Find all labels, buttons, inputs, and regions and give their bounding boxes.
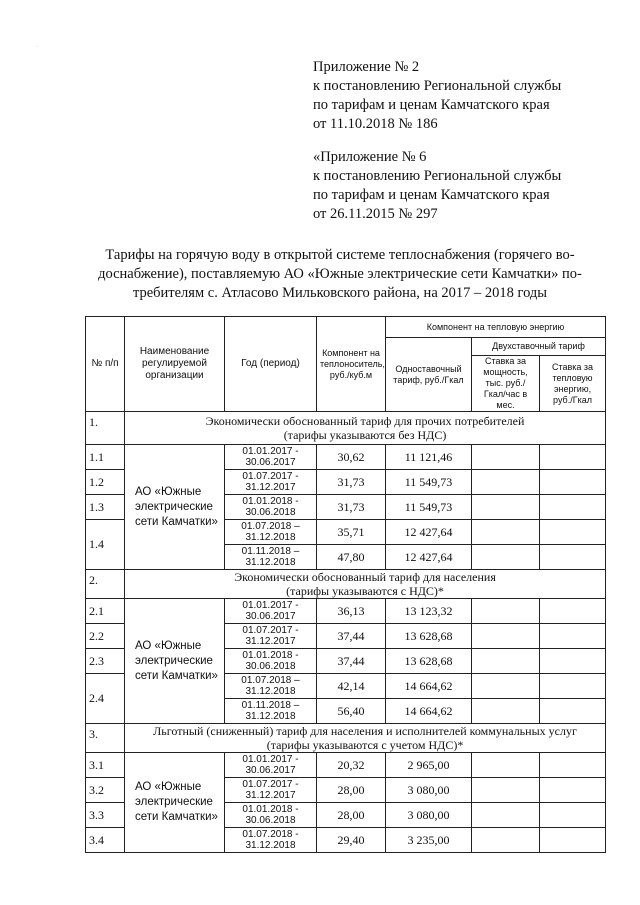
period-to: 30.06.2017 bbox=[245, 611, 296, 622]
section-title-line1: Экономически обоснованный тариф для прочих потребителей bbox=[205, 414, 525, 428]
period-from: 01.01.2018 - bbox=[242, 496, 299, 507]
water-component-value: 37,44 bbox=[317, 624, 386, 649]
title-line1: Тарифы на горячую воду в открытой системе теплоснабжения (горячего во- bbox=[105, 247, 575, 263]
heat-rate-value bbox=[540, 624, 606, 649]
section-title-line1: Льготный (сниженный) тариф для населения и исполнителей коммунальных услуг bbox=[153, 724, 577, 738]
water-component-value: 28,00 bbox=[317, 803, 386, 828]
period-from: 01.11.2018 – bbox=[241, 546, 300, 557]
period-to: 31.12.2017 bbox=[245, 482, 296, 493]
capacity-rate-value bbox=[472, 545, 540, 570]
capacity-rate-value bbox=[472, 445, 540, 470]
period-cell bbox=[225, 828, 317, 853]
tariff-table bbox=[85, 316, 606, 853]
appendix-2-line3: по тарифам и ценам Камчатского края bbox=[313, 97, 550, 113]
header-capacity-rate: Ставка за мощность, тыс. руб./Гкал/час в мес. bbox=[472, 356, 540, 412]
section-number: 1. bbox=[86, 412, 125, 445]
header-num: № п/п bbox=[86, 317, 125, 412]
appendix-6-line4: от 26.11.2015 № 297 bbox=[313, 206, 438, 222]
section-number: 3. bbox=[86, 724, 125, 753]
period-to: 31.12.2018 bbox=[245, 711, 296, 722]
period-to: 30.06.2018 bbox=[245, 815, 296, 826]
period-from: 01.11.2018 – bbox=[241, 700, 300, 711]
period-from: 01.01.2017 - bbox=[242, 446, 299, 457]
period-from: 01.01.2018 - bbox=[242, 804, 299, 815]
appendix-6-line2: к постановлению Региональной службы bbox=[313, 168, 562, 184]
water-component-value: 31,73 bbox=[317, 495, 386, 520]
heat-rate-value bbox=[540, 674, 606, 699]
heat-component-value: 11 549,73 bbox=[386, 495, 472, 520]
header-heat-rate: Ставка за тепловую энергию, руб./Гкал bbox=[540, 356, 606, 412]
period-cell bbox=[225, 699, 317, 724]
section-title-line2: (тарифы указываются без НДС) bbox=[283, 428, 447, 442]
row-number: 3.1 bbox=[86, 753, 125, 778]
section-row bbox=[86, 570, 606, 599]
row-number: 3.4 bbox=[86, 828, 125, 853]
capacity-rate-value bbox=[472, 674, 540, 699]
period-cell bbox=[225, 803, 317, 828]
header-two-part: Двухставочный тариф bbox=[472, 338, 606, 356]
org-name: АО «Южные электрические сети Камчатки» bbox=[125, 599, 225, 724]
heat-component-value: 14 664,62 bbox=[386, 674, 472, 699]
period-to: 31.12.2017 bbox=[245, 636, 296, 647]
heat-rate-value bbox=[540, 753, 606, 778]
period-from: 01.07.2017 - bbox=[242, 625, 299, 636]
period-to: 30.06.2018 bbox=[245, 507, 296, 518]
capacity-rate-value bbox=[472, 699, 540, 724]
table-row bbox=[86, 599, 606, 624]
header-row-1 bbox=[86, 317, 606, 338]
row-number: 1.2 bbox=[86, 470, 125, 495]
water-component-value: 30,62 bbox=[317, 445, 386, 470]
period-cell bbox=[225, 753, 317, 778]
period-to: 31.12.2017 bbox=[245, 790, 296, 801]
period-from: 01.01.2017 - bbox=[242, 754, 299, 765]
heat-rate-value bbox=[540, 828, 606, 853]
period-cell bbox=[225, 649, 317, 674]
section-row bbox=[86, 724, 606, 753]
period-to: 30.06.2018 bbox=[245, 661, 296, 672]
org-name: АО «Южные электрические сети Камчатки» bbox=[125, 753, 225, 853]
row-number: 3.2 bbox=[86, 778, 125, 803]
org-name: АО «Южные электрические сети Камчатки» bbox=[125, 445, 225, 570]
period-to: 30.06.2017 bbox=[245, 765, 296, 776]
period-cell bbox=[225, 545, 317, 570]
heat-component-value: 3 080,00 bbox=[386, 803, 472, 828]
table-row bbox=[86, 753, 606, 778]
appendix-6-line3: по тарифам и ценам Камчатского края bbox=[313, 187, 550, 203]
heat-component-value: 13 628,68 bbox=[386, 624, 472, 649]
capacity-rate-value bbox=[472, 803, 540, 828]
heat-rate-value bbox=[540, 599, 606, 624]
appendix-2-line2: к постановлению Региональной службы bbox=[313, 78, 562, 94]
period-cell bbox=[225, 445, 317, 470]
period-to: 30.06.2017 bbox=[245, 457, 296, 468]
water-component-value: 28,00 bbox=[317, 778, 386, 803]
heat-component-value: 3 080,00 bbox=[386, 778, 472, 803]
capacity-rate-value bbox=[472, 599, 540, 624]
title-line3: требителям с. Атласово Мильковского района, на 2017 – 2018 годы bbox=[132, 285, 548, 301]
heat-component-value: 12 427,64 bbox=[386, 545, 472, 570]
section-number: 2. bbox=[86, 570, 125, 599]
water-component-value: 56,40 bbox=[317, 699, 386, 724]
header-org: Наименование регулируемой организации bbox=[125, 317, 225, 412]
capacity-rate-value bbox=[472, 470, 540, 495]
period-to: 31.12.2018 bbox=[245, 532, 296, 543]
section-title-line2: (тарифы указываются с НДС)* bbox=[286, 584, 444, 598]
heat-component-value: 13 628,68 bbox=[386, 649, 472, 674]
row-number: 1.4 bbox=[86, 520, 125, 570]
capacity-rate-value bbox=[472, 495, 540, 520]
capacity-rate-value bbox=[472, 624, 540, 649]
row-number: 2.1 bbox=[86, 599, 125, 624]
period-cell bbox=[225, 470, 317, 495]
water-component-value: 35,71 bbox=[317, 520, 386, 545]
header-period: Год (период) bbox=[225, 317, 317, 412]
heat-component-value: 2 965,00 bbox=[386, 753, 472, 778]
water-component-value: 31,73 bbox=[317, 470, 386, 495]
title-line2: доснабжение), поставляемую АО «Южные электрические сети Камчатки» по- bbox=[98, 266, 582, 282]
document-title bbox=[90, 246, 590, 303]
appendix-2-line4: от 11.10.2018 № 186 bbox=[313, 116, 438, 132]
row-number: 2.4 bbox=[86, 674, 125, 724]
capacity-rate-value bbox=[472, 828, 540, 853]
heat-rate-value bbox=[540, 699, 606, 724]
period-to: 31.12.2018 bbox=[245, 686, 296, 697]
period-from: 01.07.2017 - bbox=[242, 779, 299, 790]
period-cell bbox=[225, 624, 317, 649]
row-number: 3.3 bbox=[86, 803, 125, 828]
capacity-rate-value bbox=[472, 649, 540, 674]
appendix-2-header bbox=[313, 58, 561, 134]
appendix-2-line1: Приложение № 2 bbox=[313, 59, 420, 75]
period-from: 01.07.2018 – bbox=[241, 521, 300, 532]
section-title bbox=[125, 724, 606, 753]
table-row bbox=[86, 445, 606, 470]
heat-component-value: 13 123,32 bbox=[386, 599, 472, 624]
heat-component-value: 11 549,73 bbox=[386, 470, 472, 495]
period-cell bbox=[225, 599, 317, 624]
row-number: 2.2 bbox=[86, 624, 125, 649]
water-component-value: 29,40 bbox=[317, 828, 386, 853]
period-cell bbox=[225, 520, 317, 545]
period-from: 01.01.2017 - bbox=[242, 600, 299, 611]
heat-component-value: 3 235,00 bbox=[386, 828, 472, 853]
section-title bbox=[125, 570, 606, 599]
heat-rate-value bbox=[540, 649, 606, 674]
period-to: 31.12.2018 bbox=[245, 557, 296, 568]
section-title-line1: Экономически обоснованный тариф для населения bbox=[234, 570, 496, 584]
water-component-value: 36,13 bbox=[317, 599, 386, 624]
heat-rate-value bbox=[540, 803, 606, 828]
section-row bbox=[86, 412, 606, 445]
header-heat-component: Компонент на тепловую энергию bbox=[386, 317, 606, 338]
period-from: 01.07.2018 – bbox=[241, 675, 300, 686]
period-to: 31.12.2018 bbox=[245, 840, 296, 851]
period-cell bbox=[225, 674, 317, 699]
period-from: 01.07.2018 - bbox=[242, 829, 299, 840]
heat-rate-value bbox=[540, 495, 606, 520]
header-one-part: Одноставочный тариф, руб./Гкал bbox=[386, 338, 472, 412]
section-title bbox=[125, 412, 606, 445]
heat-component-value: 14 664,62 bbox=[386, 699, 472, 724]
heat-rate-value bbox=[540, 545, 606, 570]
heat-rate-value bbox=[540, 520, 606, 545]
period-cell bbox=[225, 495, 317, 520]
heat-component-value: 11 121,46 bbox=[386, 445, 472, 470]
row-number: 1.1 bbox=[86, 445, 125, 470]
capacity-rate-value bbox=[472, 778, 540, 803]
heat-component-value: 12 427,64 bbox=[386, 520, 472, 545]
water-component-value: 37,44 bbox=[317, 649, 386, 674]
period-from: 01.07.2017 - bbox=[242, 471, 299, 482]
capacity-rate-value bbox=[472, 753, 540, 778]
scan-speck: · bbox=[36, 44, 38, 50]
period-from: 01.01.2018 - bbox=[242, 650, 299, 661]
row-number: 2.3 bbox=[86, 649, 125, 674]
appendix-6-header bbox=[313, 148, 561, 224]
heat-rate-value bbox=[540, 470, 606, 495]
section-title-line2: (тарифы указываются с учетом НДС)* bbox=[266, 738, 464, 752]
water-component-value: 42,14 bbox=[317, 674, 386, 699]
header-water-component: Компонент на теплоноситель, руб./куб.м bbox=[317, 317, 386, 412]
water-component-value: 47,80 bbox=[317, 545, 386, 570]
heat-rate-value bbox=[540, 778, 606, 803]
capacity-rate-value bbox=[472, 520, 540, 545]
period-cell bbox=[225, 778, 317, 803]
appendix-6-line1: «Приложение № 6 bbox=[313, 149, 427, 165]
row-number: 1.3 bbox=[86, 495, 125, 520]
heat-rate-value bbox=[540, 445, 606, 470]
water-component-value: 20,32 bbox=[317, 753, 386, 778]
